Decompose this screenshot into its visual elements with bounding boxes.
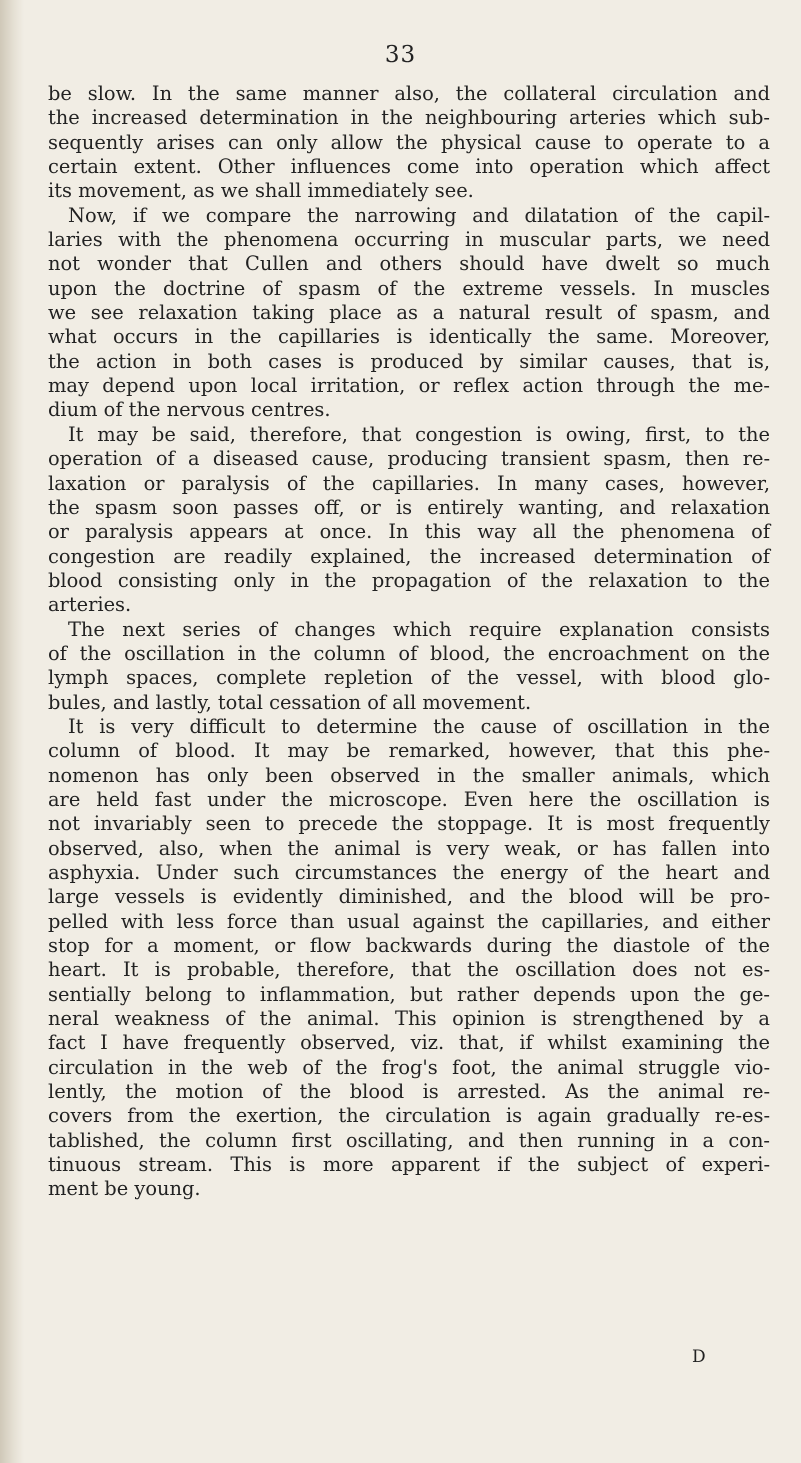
text-line: are held fast under the microscope. Even here the oscillation is bbox=[48, 787, 770, 811]
text-line: It is very difficult to determine the cause of oscillation in the bbox=[68, 714, 770, 738]
text-line: tablished, the column first oscillating, and then running in a con- bbox=[48, 1128, 770, 1152]
text-line: pelled with less force than usual against the capillaries, and either bbox=[48, 909, 770, 933]
text-line: the increased determination in the neighbouring arteries which sub- bbox=[48, 106, 770, 130]
text-line: congestion are readily explained, the increased determination of bbox=[48, 544, 770, 568]
text-line: covers from the exertion, the circulation is again gradually re-es- bbox=[48, 1104, 770, 1128]
text-line: circulation in the web of the frog's foot, the animal struggle vio- bbox=[48, 1055, 770, 1079]
text-line: large vessels is evidently diminished, and the blood will be pro- bbox=[48, 885, 770, 909]
text-line: we see relaxation taking place as a natural result of spasm, and bbox=[48, 301, 770, 325]
text-line: sentially belong to inflammation, but rather depends upon the ge- bbox=[48, 982, 770, 1006]
body-text bbox=[48, 82, 770, 1202]
text-line: of the oscillation in the column of blood, the encroachment on the bbox=[48, 641, 770, 665]
text-line: heart. It is probable, therefore, that the oscillation does not es- bbox=[48, 958, 770, 982]
text-line: the spasm soon passes off, or is entirely wanting, and relaxation bbox=[48, 495, 770, 519]
text-line: observed, also, when the animal is very weak, or has fallen into bbox=[48, 836, 770, 860]
text-line: The next series of changes which require explanation consists bbox=[68, 617, 770, 641]
text-line: may depend upon local irritation, or reflex action through the me- bbox=[48, 374, 770, 398]
text-line: column of blood. It may be remarked, however, that this phe- bbox=[48, 739, 770, 763]
signature-mark: D bbox=[692, 1347, 706, 1367]
page-number: 33 bbox=[384, 42, 417, 68]
text-line: arteries. bbox=[48, 593, 132, 617]
text-line: It may be said, therefore, that congestion is owing, first, to the bbox=[68, 422, 770, 446]
text-line: bules, and lastly, total cessation of all movement. bbox=[48, 690, 532, 714]
text-line: blood consisting only in the propagation of the relaxation to the bbox=[48, 568, 770, 592]
text-line: asphyxia. Under such circumstances the energy of the heart and bbox=[48, 861, 770, 884]
text-line: Now, if we compare the narrowing and dilatation of the capil- bbox=[68, 203, 770, 227]
text-line: be slow. In the same manner also, the collateral circulation and bbox=[48, 82, 770, 105]
text-line: tinuous stream. This is more apparent if the subject of experi- bbox=[48, 1153, 770, 1177]
text-line: dium of the nervous centres. bbox=[48, 398, 331, 422]
text-line: not invariably seen to precede the stoppage. It is most frequently bbox=[48, 812, 770, 836]
text-line: nomenon has only been observed in the smaller animals, which bbox=[48, 763, 770, 787]
text-line: not wonder that Cullen and others should have dwelt so much bbox=[48, 252, 770, 276]
text-line: the action in both cases is produced by similar causes, that is, bbox=[48, 349, 770, 373]
text-line: stop for a moment, or flow backwards during the diastole of the bbox=[48, 934, 770, 958]
binding-gutter bbox=[0, 0, 24, 1463]
text-line: lently, the motion of the blood is arrested. As the animal re- bbox=[48, 1080, 770, 1104]
text-line: upon the doctrine of spasm of the extreme vessels. In muscles bbox=[48, 276, 770, 300]
text-line: what occurs in the capillaries is identically the same. Moreover, bbox=[48, 325, 770, 349]
text-line: neral weakness of the animal. This opinion is strengthened by a bbox=[48, 1007, 770, 1031]
text-line: sequently arises can only allow the physical cause to operate to a bbox=[48, 130, 770, 154]
text-line: lymph spaces, complete repletion of the vessel, with blood glo- bbox=[48, 666, 770, 690]
text-line: fact I have frequently observed, viz. that, if whilst examining the bbox=[48, 1031, 770, 1055]
text-line: operation of a diseased cause, producing transient spasm, then re- bbox=[48, 447, 770, 471]
text-line: certain extent. Other influences come into operation which affect bbox=[48, 155, 770, 179]
text-line: laxation or paralysis of the capillaries. In many cases, however, bbox=[48, 471, 770, 495]
text-line: ment be young. bbox=[48, 1177, 201, 1201]
text-line: or paralysis appears at once. In this way all the phenomena of bbox=[48, 520, 770, 544]
text-line: its movement, as we shall immediately see. bbox=[48, 179, 474, 203]
text-line: laries with the phenomena occurring in muscular parts, we need bbox=[48, 228, 770, 252]
